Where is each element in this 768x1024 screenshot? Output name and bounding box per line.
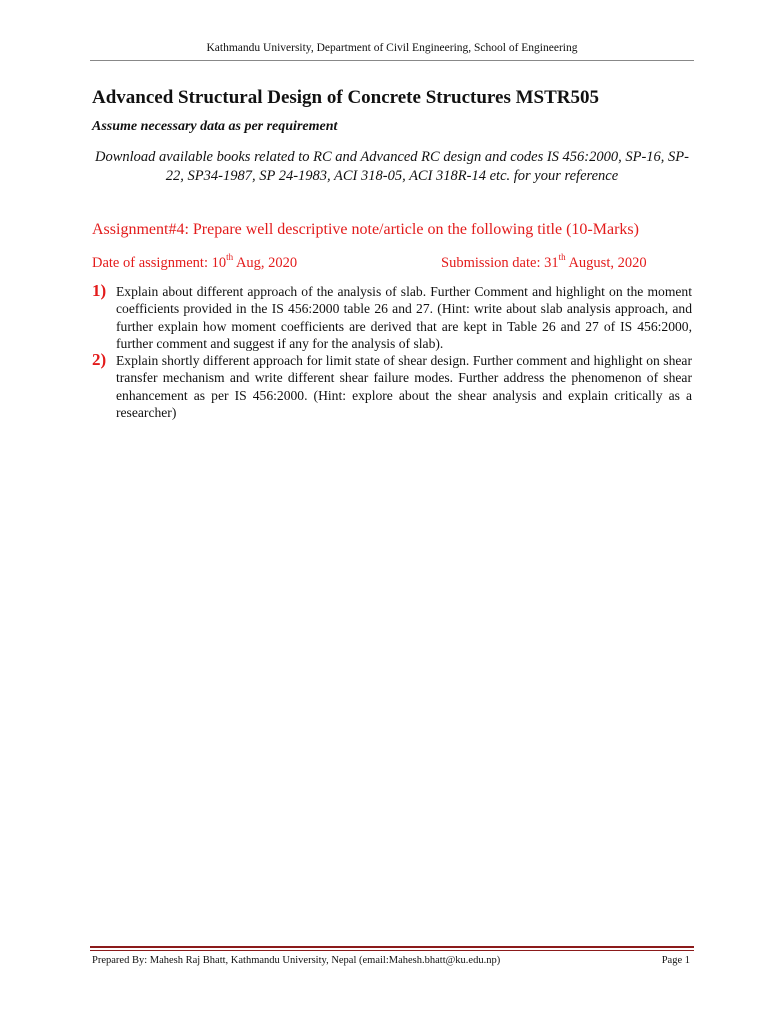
footer-divider-thick <box>90 946 694 948</box>
question-item <box>92 352 692 421</box>
assignment-date-rest: Aug, 2020 <box>233 254 298 271</box>
question-number: 1) <box>92 281 107 300</box>
assignment-date-sup: th <box>226 252 234 262</box>
submission-date-rest: August, 2020 <box>565 254 647 271</box>
reference-note: Download available books related to RC and Advanced RC design and codes IS 456:2000, SP-16, SP-22, SP34-1987, SP 24-1983, ACI 318-05, ACI 318R-14 etc. for your reference <box>94 149 689 184</box>
assignment-date-label: Date of assignment: 10 <box>92 254 227 271</box>
assignment-date <box>92 253 297 272</box>
submission-date-sup: th <box>558 252 566 262</box>
page-number: Page 1 <box>661 955 690 966</box>
question-text: Explain about different approach of the analysis of slab. Further Comment and highlight on the moment coefficients provided in the IS 456:2000 table 26 and 27. (Hint: write about slab analysis approach, and further explain how moment coefficients are derived that are kept in Table 26 and 27 of IS 456:2000, further comment and suggest if any for the analysis of slab). <box>116 284 692 351</box>
document-title: Advanced Structural Design of Concrete Structures MSTR505 <box>92 87 599 108</box>
question-item <box>92 283 692 352</box>
question-text: Explain shortly different approach for limit state of shear design. Further comment and highlight on shear transfer mechanism and write different shear failure modes. Further address the phenomenon of shear enhancement as per IS 456:2000. (Hint: explore about the shear analysis and explain critically as a researcher) <box>116 353 692 421</box>
submission-date-label: Submission date: 31 <box>441 254 559 271</box>
footer-author: Prepared By: Mahesh Raj Bhatt, Kathmandu University, Nepal (email:Mahesh.bhatt@ku.edu.np) <box>92 955 501 966</box>
question-list <box>92 283 692 421</box>
footer-divider-thin <box>90 950 694 951</box>
page-header: Kathmandu University, Department of Civil Engineering, School of Engineering <box>206 42 578 54</box>
submission-date <box>441 253 647 272</box>
document-subtitle: Assume necessary data as per requirement <box>92 119 338 134</box>
header-divider <box>90 60 694 61</box>
question-number: 2) <box>92 350 107 370</box>
assignment-heading: Assignment#4: Prepare well descriptive note/article on the following title (10-Marks) <box>92 221 639 238</box>
